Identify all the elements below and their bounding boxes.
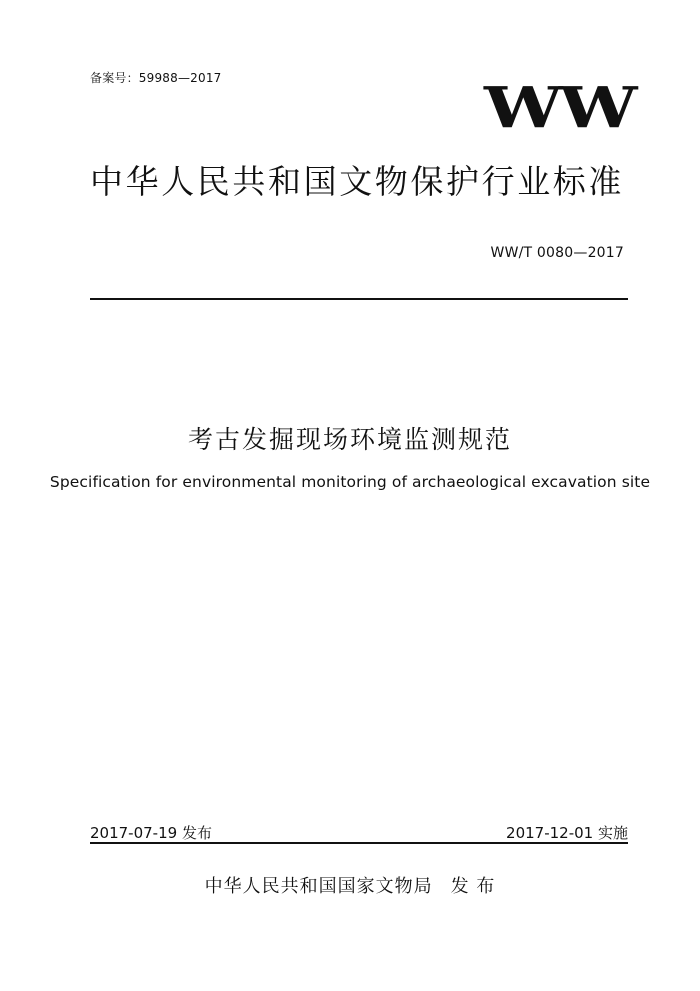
issuer-name: 中华人民共和国国家文物局 xyxy=(204,876,433,897)
issuer-line xyxy=(0,872,700,898)
issue-date: 2017-07-19 发布 xyxy=(90,824,212,842)
ww-logo: WW xyxy=(484,75,634,141)
top-divider xyxy=(90,298,628,300)
record-number: 备案号：59988—2017 xyxy=(90,71,222,85)
issuer-action: 发 布 xyxy=(450,876,496,897)
document-title-chinese: 考古发掘现场环境监测规范 xyxy=(187,425,512,454)
document-title-english: Specification for environmental monitoring of archaeological excavation site xyxy=(49,473,651,491)
implementation-date: 2017-12-01 实施 xyxy=(506,824,628,842)
bottom-divider xyxy=(90,842,628,844)
standard-code: WW/T 0080—2017 xyxy=(490,245,624,261)
standard-category-title: 中华人民共和国文物保护行业标准 xyxy=(90,162,624,201)
